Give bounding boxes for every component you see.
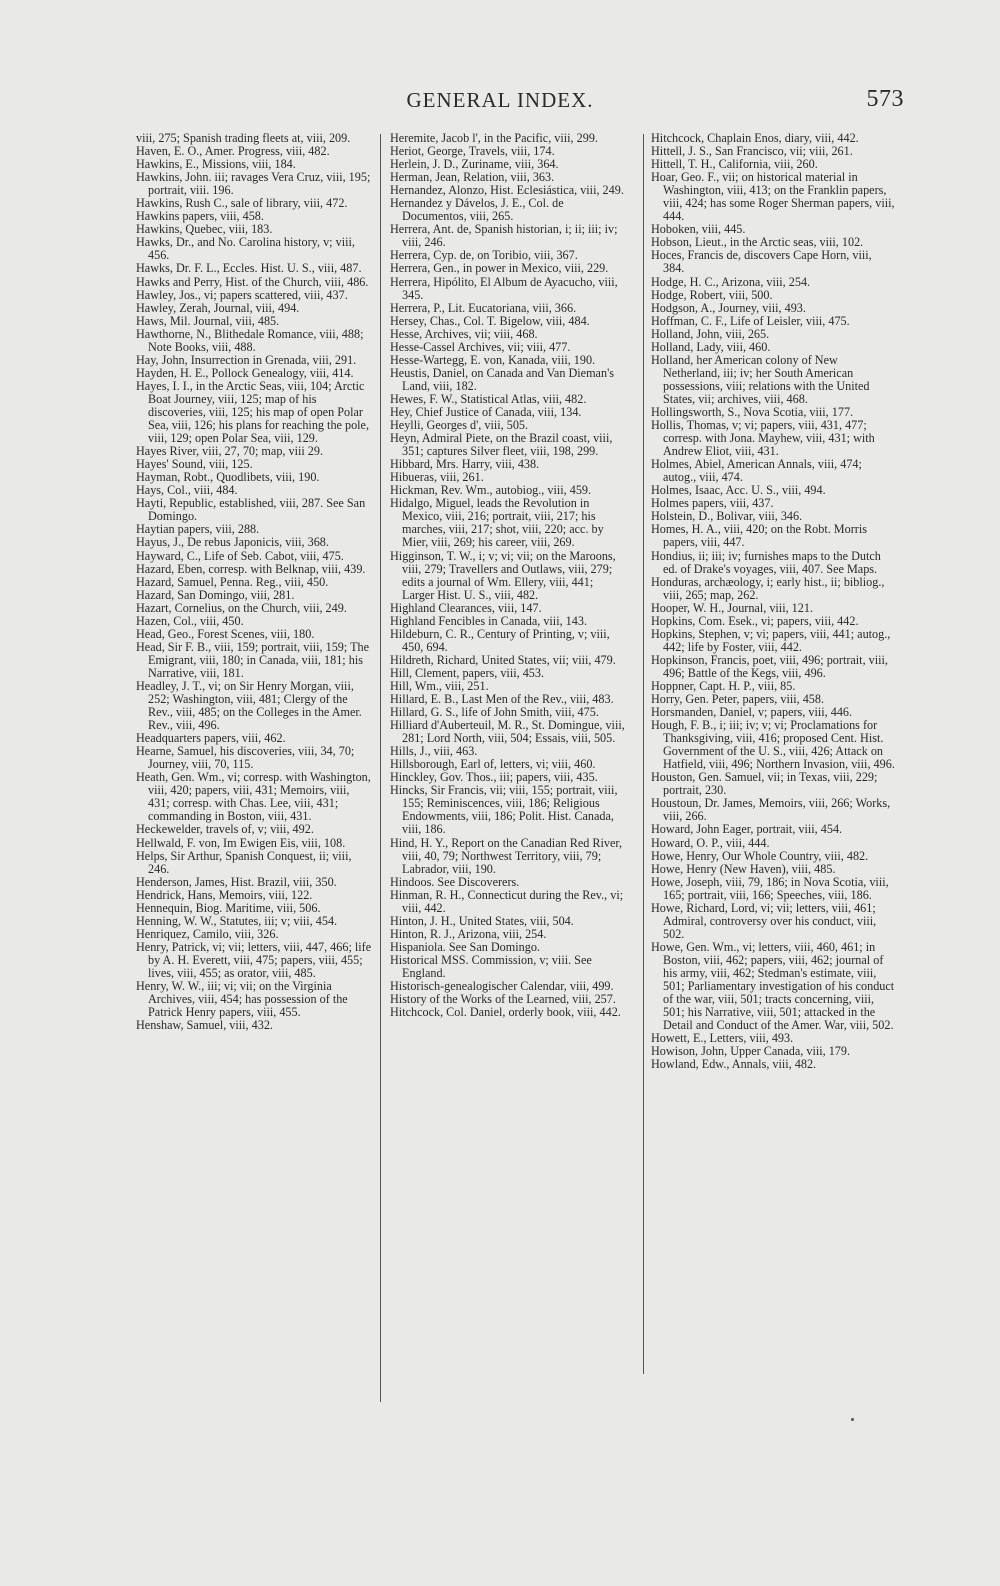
index-entry: Heylli, Georges d', viii, 505. — [390, 418, 529, 433]
index-entry: History of the Works of the Learned, viii, 257. — [390, 992, 616, 1007]
index-entry: Historisch-genealogischer Calendar, viii, 499. — [390, 979, 614, 994]
index-entry: Heremite, Jacob l', in the Pacific, viii, 299. — [390, 131, 598, 145]
index-entry: Hindoos. See Discoverers. — [390, 874, 520, 889]
index-entry: Howe, Joseph, viii, 79, 186; in Nova Scotia, viii, 165; portrait, viii, 166; Speeches, viii, 186. — [651, 874, 889, 902]
index-entry: Horsmanden, Daniel, v; papers, viii, 446. — [651, 705, 853, 720]
index-entry: Howett, E., Letters, viii, 493. — [651, 1031, 794, 1046]
index-entry: Honduras, archæology, i; early hist., ii; bibliog., viii, 265; map, 262. — [651, 574, 885, 602]
index-entry: Hodgson, A., Journey, viii, 493. — [651, 300, 806, 315]
index-entry: Henderson, James, Hist. Brazil, viii, 350. — [136, 874, 337, 889]
index-entry: Hollingsworth, S., Nova Scotia, viii, 177. — [651, 404, 854, 419]
index-entry: Hazen, Col., viii, 450. — [136, 613, 244, 628]
index-entry: Hobson, Lieut., in the Arctic seas, viii, 102. — [651, 235, 864, 250]
index-entry: Hayes River, viii, 27, 70; map, viii 29. — [136, 444, 324, 459]
index-entry: Homes, H. A., viii, 420; on the Robt. Morris papers, viii, 447. — [651, 522, 867, 550]
index-entry: Historical MSS. Commission, v; viii. See England. — [390, 952, 592, 980]
index-entry: Hildreth, Richard, United States, vii; viii, 479. — [390, 652, 616, 667]
index-entry: Howe, Richard, Lord, vi; vii; letters, viii, 461; Admiral, controversy over his conduct, viii, 502. — [651, 900, 877, 941]
index-entry: Holstein, D., Bolivar, viii, 346. — [651, 509, 803, 524]
index-entry: Hazart, Cornelius, on the Church, viii, 249. — [136, 600, 347, 615]
index-entry: Higginson, T. W., i; v; vi; vii; on the Maroons, viii, 279; Travellers and Outlaws, viii, 279; edits a journal of Wm. Ellery, viii, 441; Larger Hist. U. S., viii, 482. — [390, 548, 616, 602]
index-entry: Herlein, J. D., Zuriname, viii, 364. — [390, 157, 559, 172]
index-entry: Hayward, C., Life of Seb. Cabot, viii, 475. — [136, 548, 344, 563]
index-entry: Hibbard, Mrs. Harry, viii, 438. — [390, 457, 540, 472]
index-entry: Heyn, Admiral Piete, on the Brazil coast, viii, 351; captures Silver fleet, viii, 198, 299. — [390, 431, 613, 459]
index-entry: Hillard, G. S., life of John Smith, viii, 475. — [390, 705, 599, 720]
index-entry: Hill, Wm., viii, 251. — [390, 678, 489, 693]
index-entry: Hersey, Chas., Col. T. Bigelow, viii, 484. — [390, 313, 590, 328]
index-entry: Hayman, Robt., Quodlibets, viii, 190. — [136, 470, 320, 485]
index-entry: Herrera, Cyp. de, on Toribio, viii, 367. — [390, 248, 578, 263]
index-entry: Hearne, Samuel, his discoveries, viii, 34, 70; Journey, viii, 70, 115. — [136, 744, 355, 772]
index-entry: Hooper, W. H., Journal, viii, 121. — [651, 600, 814, 615]
index-entry: Holmes papers, viii, 437. — [651, 496, 774, 511]
index-entry: Hawkins, E., Missions, viii, 184. — [136, 157, 296, 172]
index-entry: Hickman, Rev. Wm., autobiog., viii, 459. — [390, 483, 592, 498]
index-entry: Hawkins, Quebec, viii, 183. — [136, 222, 273, 237]
index-entry: Holmes, Isaac, Acc. U. S., viii, 494. — [651, 483, 826, 498]
index-entry: Hawthorne, N., Blithedale Romance, viii, 488; Note Books, viii, 488. — [136, 326, 364, 354]
index-entry: Hawkins papers, viii, 458. — [136, 209, 264, 224]
index-entry: Hesse-Wartegg, E. von, Kanada, viii, 190. — [390, 352, 596, 367]
index-entry: Howland, Edw., Annals, viii, 482. — [651, 1057, 817, 1072]
index-entry: Hills, J., viii, 463. — [390, 744, 478, 759]
index-entry: Howison, John, Upper Canada, viii, 179. — [651, 1044, 851, 1059]
index-entry: Hoffman, C. F., Life of Leisler, viii, 475. — [651, 313, 850, 328]
index-entry: Henry, W. W., iii; vi; vii; on the Virginia Archives, viii, 454; has possession of the Patrick Henry papers, viii, 455. — [136, 979, 348, 1020]
index-entry: Holland, Lady, viii, 460. — [651, 339, 771, 354]
index-entry: Hispaniola. See San Domingo. — [390, 939, 540, 954]
page-number: 573 — [866, 86, 904, 112]
index-entry: Haws, Mil. Journal, viii, 485. — [136, 313, 280, 328]
index-entry: Howe, Henry (New Haven), viii, 485. — [651, 861, 836, 876]
index-entry: Hollis, Thomas, v; vi; papers, viii, 431, 477; corresp. with Jona. Mayhew, viii, 431; with Andrew Eliot, viii, 431. — [651, 418, 875, 459]
index-entry: Hillsborough, Earl of, letters, vi; viii, 460. — [390, 757, 596, 772]
index-entry: Hillard, E. B., Last Men of the Rev., viii, 483. — [390, 692, 614, 707]
index-entry: Hayes' Sound, viii, 125. — [136, 457, 253, 472]
index-entry: Hesse-Cassel Archives, vii; viii, 477. — [390, 339, 571, 354]
index-entry: Hind, H. Y., Report on the Canadian Red River, viii, 40, 79; Northwest Territory, viii, 79; Labrador, viii, 190. — [390, 835, 623, 876]
running-title: GENERAL INDEX. — [406, 88, 594, 112]
index-entry: Heath, Gen. Wm., vi; corresp. with Washington, viii, 420; papers, viii, 431; Memoirs, viii, 431; corresp. with Chas. Lee, viii, 431; commanding in Boston, viii, 431. — [136, 770, 371, 824]
index-entry: Hoces, Francis de, discovers Cape Horn, viii, 384. — [651, 248, 872, 276]
index-entry: Hawkins, Rush C., sale of library, viii, 472. — [136, 196, 348, 211]
index-entry: Hildeburn, C. R., Century of Printing, v; viii, 450, 694. — [390, 626, 610, 654]
index-entry: Hays, Col., viii, 484. — [136, 483, 238, 498]
index-entry: Hibueras, viii, 261. — [390, 470, 484, 485]
index-entry: Hayti, Republic, established, viii, 287. See San Domingo. — [136, 496, 366, 524]
index-entry: Head, Sir F. B., viii, 159; portrait, viii, 159; The Emigrant, viii, 180; in Canada, viii, 181; his Narrative, viii, 181. — [136, 639, 370, 680]
page-header — [0, 86, 1000, 116]
index-entry: Hodge, H. C., Arizona, viii, 254. — [651, 274, 811, 289]
index-entry: Hidalgo, Miguel, leads the Revolution in Mexico, viii, 216; portrait, viii, 217; his marches, viii, 217; shot, viii, 220; acc. by Mier, viii, 269; his career, viii, 269. — [390, 496, 604, 550]
index-entry: Hitchcock, Chaplain Enos, diary, viii, 442. — [651, 131, 859, 145]
index-entry: Hinton, J. H., United States, viii, 504. — [390, 913, 574, 928]
index-entry: Hazard, Samuel, Penna. Reg., viii, 450. — [136, 574, 329, 589]
index-entry: Heckewelder, travels of, v; viii, 492. — [136, 822, 314, 837]
index-entry: Hondius, ii; iii; iv; furnishes maps to the Dutch ed. of Drake's voyages, viii, 407. See Maps. — [651, 548, 881, 576]
index-entry: Hilliard d'Auberteuil, M. R., St. Domingue, viii, 281; Lord North, viii, 504; Essais, viii, 505. — [390, 718, 625, 746]
index-entry: Hawley, Zerah, Journal, viii, 494. — [136, 300, 300, 315]
index-entry: Headley, J. T., vi; on Sir Henry Morgan, viii, 252; Washington, viii, 481; Clergy of the Rev., viii, 485; on the Colleges in the Amer. Rev., viii, 496. — [136, 678, 362, 733]
index-entry: Hawks, Dr., and No. Carolina history, v; viii, 456. — [136, 235, 355, 263]
index-entry: Hawks, Dr. F. L., Eccles. Hist. U. S., viii, 487. — [136, 261, 362, 276]
print-speck — [851, 1418, 854, 1421]
index-entry: Hawkins, John. iii; ravages Vera Cruz, viii, 195; portrait, viii. 196. — [136, 170, 371, 198]
index-entry: Howard, O. P., viii, 444. — [651, 835, 770, 850]
index-entry: Herrera, Hipólito, El Album de Ayacucho, viii, 345. — [390, 274, 618, 302]
index-entry: Hay, John, Insurrection in Grenada, viii, 291. — [136, 352, 357, 367]
column-divider — [643, 134, 644, 1374]
index-entry: viii, 275; Spanish trading fleets at, viii, 209. — [136, 131, 351, 145]
index-entry: Herrera, Gen., in power in Mexico, viii, 229. — [390, 261, 609, 276]
index-entry: Herrera, Ant. de, Spanish historian, i; ii; iii; iv; viii, 246. — [390, 222, 618, 250]
index-entry: Hesse, Archives, vii; viii, 468. — [390, 326, 538, 341]
index-entry: Hopkinson, Francis, poet, viii, 496; portrait, viii, 496; Battle of the Kegs, viii, 496. — [651, 652, 888, 680]
index-entry: Heriot, George, Travels, viii, 174. — [390, 144, 555, 159]
index-entry: Hennequin, Biog. Maritime, viii, 506. — [136, 900, 321, 915]
index-entry: Hopkins, Com. Esek., vi; papers, viii, 442. — [651, 613, 859, 628]
index-entry: Hewes, F. W., Statistical Atlas, viii, 482. — [390, 391, 587, 406]
index-entry: Hopkins, Stephen, v; vi; papers, viii, 441; autog., 442; life by Foster, viii, 442. — [651, 626, 891, 654]
index-entry: Herrera, P., Lit. Eucatoriana, viii, 366. — [390, 300, 577, 315]
index-column-3 — [651, 132, 895, 1071]
index-entry: Hellwald, F. von, Im Ewigen Eis, viii, 108. — [136, 835, 346, 850]
index-entry: Hoboken, viii, 445. — [651, 222, 746, 237]
index-entry: Henriquez, Camilo, viii, 326. — [136, 926, 279, 941]
index-entry: Henshaw, Samuel, viii, 432. — [136, 1018, 273, 1033]
index-entry: Hinman, R. H., Connecticut during the Rev., vi; viii, 442. — [390, 887, 624, 915]
index-entry: Hayus, J., De rebus Japonicis, viii, 368. — [136, 535, 329, 550]
index-entry: Hitchcock, Col. Daniel, orderly book, viii, 442. — [390, 1005, 621, 1020]
index-entry: Hernandez y Dávelos, J. E., Col. de Documentos, viii, 265. — [390, 196, 564, 224]
index-entry: Henning, W. W., Statutes, iii; v; viii, 454. — [136, 913, 338, 928]
index-entry: Holland, John, viii, 265. — [651, 326, 770, 341]
index-entry: Hinckley, Gov. Thos., iii; papers, viii, 435. — [390, 770, 598, 785]
index-entry: Heustis, Daniel, on Canada and Van Dieman's Land, viii, 182. — [390, 365, 615, 393]
index-entry: Horry, Gen. Peter, papers, viii, 458. — [651, 692, 825, 707]
index-entry: Hill, Clement, papers, viii, 453. — [390, 665, 545, 680]
index-entry: Howe, Henry, Our Whole Country, viii, 482. — [651, 848, 869, 863]
index-entry: Hayes, I. I., in the Arctic Seas, viii, 104; Arctic Boat Journey, viii, 125; map of his discoveries, viii, 125; his map of open Polar Sea, viii, 126; his plans for reaching the pole, viii, 129; open Polar Sea, viii, 129. — [136, 378, 370, 446]
index-entry: Hoppner, Capt. H. P., viii, 85. — [651, 678, 796, 693]
index-entry: Holland, her American colony of New Netherland, iii; iv; her South American possessions, viii; relations with the United States, vii; archives, viii, 468. — [651, 352, 870, 406]
index-entry: Hendrick, Hans, Memoirs, viii, 122. — [136, 887, 313, 902]
index-entry: Herman, Jean, Relation, viii, 363. — [390, 170, 555, 185]
index-column-2 — [390, 132, 626, 1019]
index-entry: Hawley, Jos., vi; papers scattered, viii, 437. — [136, 287, 348, 302]
index-entry: Hoar, Geo. F., vii; on historical material in Washington, viii, 413; on the Franklin papers, viii, 424; has some Roger Sherman papers, viii, 444. — [651, 170, 895, 224]
index-column-1 — [136, 132, 372, 1032]
index-entry: Hawks and Perry, Hist. of the Church, viii, 486. — [136, 274, 369, 289]
index-entry: Hittell, T. H., California, viii, 260. — [651, 157, 818, 172]
index-entry: Hincks, Sir Francis, vii; viii, 155; portrait, viii, 155; Reminiscences, viii, 186; Religious Endowments, viii, 186; Polit. Hist. Canada, viii, 186. — [390, 783, 618, 837]
index-entry: Helps, Sir Arthur, Spanish Conquest, ii; viii, 246. — [136, 848, 352, 876]
index-entry: Houstoun, Dr. James, Memoirs, viii, 266; Works, viii, 266. — [651, 796, 891, 824]
index-entry: Holmes, Abiel, American Annals, viii, 474; autog., viii, 474. — [651, 457, 862, 485]
index-entry: Highland Fencibles in Canada, viii, 143. — [390, 613, 587, 628]
index-entry: Hinton, R. J., Arizona, viii, 254. — [390, 926, 547, 941]
index-entry: Haytian papers, viii, 288. — [136, 522, 260, 537]
index-entry: Hazard, San Domingo, viii, 281. — [136, 587, 295, 602]
index-entry: Hernandez, Alonzo, Hist. Eclesiástica, viii, 249. — [390, 183, 624, 198]
index-entry: Henry, Patrick, vi; vii; letters, viii, 447, 466; life by A. H. Everett, viii, 475; papers, viii, 455; lives, viii, 455; as orator, viii, 485. — [136, 939, 372, 980]
index-entry: Haven, E. O., Amer. Progress, viii, 482. — [136, 144, 330, 159]
index-entry: Hittell, J. S., San Francisco, vii; viii, 261. — [651, 144, 853, 159]
index-entry: Howard, John Eager, portrait, viii, 454. — [651, 822, 843, 837]
index-entry: Hey, Chief Justice of Canada, viii, 134. — [390, 404, 582, 419]
index-entry: Howe, Gen. Wm., vi; letters, viii, 460, 461; in Boston, viii, 462; papers, viii, 462; journal of his army, viii, 462; Stedman's estimate, viii, 501; Parliamentary investigation of his conduct of the war, viii, 501; tracts concerning, viii, 501; his Narrative, viii, 501; attacked in the Detail and Conduct of the Amer. War, viii, 502. — [651, 939, 895, 1033]
index-entry: Head, Geo., Forest Scenes, viii, 180. — [136, 626, 315, 641]
column-divider — [380, 134, 381, 1402]
index-entry: Hodge, Robert, viii, 500. — [651, 287, 773, 302]
index-entry: Houston, Gen. Samuel, vii; in Texas, viii, 229; portrait, 230. — [651, 770, 878, 798]
index-entry: Hayden, H. E., Pollock Genealogy, viii, 414. — [136, 365, 354, 380]
index-entry: Hough, F. B., i; iii; iv; v; vi; Proclamations for Thanksgiving, viii, 416; proposed Cent. Hist. Government of the U. S., viii, 426; Attack on Hatfield, viii, 496; Northern Invasion, viii, 496. — [651, 718, 895, 772]
index-entry: Highland Clearances, viii, 147. — [390, 600, 542, 615]
index-entry: Hazard, Eben, corresp. with Belknap, viii, 439. — [136, 561, 366, 576]
index-entry: Headquarters papers, viii, 462. — [136, 731, 286, 746]
index-columns — [132, 132, 902, 1552]
